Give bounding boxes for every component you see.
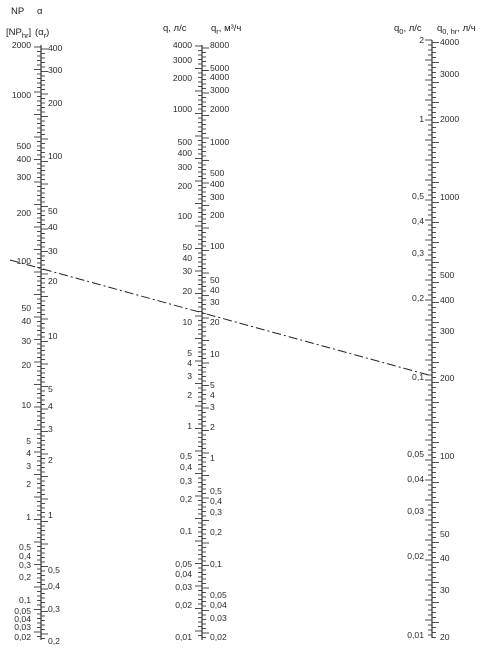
alpha-label: 3 — [48, 424, 53, 434]
np-label: 0,1 — [19, 595, 31, 605]
np-label: 0,2 — [19, 572, 31, 582]
q-label: 0,5 — [180, 451, 192, 461]
qr-label: 0,4 — [210, 496, 222, 506]
qr-label: 5000 — [210, 63, 230, 73]
q0-label: 0,2 — [412, 293, 424, 303]
alpha-label: 30 — [48, 246, 58, 256]
q0-label: 0,05 — [407, 449, 424, 459]
header-np: NP — [11, 6, 25, 17]
np-scale-labels — [12, 40, 31, 642]
q-label: 0,02 — [175, 600, 192, 610]
qr-label: 2 — [210, 422, 215, 432]
q-label: 0,2 — [180, 494, 192, 504]
alpha-label: 300 — [48, 65, 63, 75]
q-label: 3 — [187, 371, 192, 381]
qr-scale-labels — [210, 40, 229, 642]
qr-label: 8000 — [210, 40, 230, 50]
qr-label: 2000 — [210, 104, 230, 114]
q-label: 40 — [182, 253, 192, 263]
np-label: 40 — [21, 316, 31, 326]
qr-label: 20 — [210, 317, 220, 327]
qr-label: 0,5 — [210, 486, 222, 496]
qr-label: 300 — [210, 192, 225, 202]
np-label: 0,04 — [14, 614, 31, 624]
header-np-hr: $[NP_{hr}]$ — [6, 27, 32, 40]
q-label: 1 — [187, 421, 192, 431]
qr-label: 40 — [210, 285, 220, 295]
np-label: 0,02 — [14, 632, 31, 642]
header-alpha-r: $(\alpha_r)$ — [35, 27, 50, 40]
qr-label: 1000 — [210, 137, 230, 147]
q-label: 0,3 — [180, 476, 192, 486]
q0-label: 0,02 — [407, 551, 424, 561]
alpha-label: 100 — [48, 151, 63, 161]
q-label: 30 — [182, 266, 192, 276]
q0hr-label: 30 — [440, 585, 450, 595]
alpha-label: 5 — [48, 384, 53, 394]
np-label: 2000 — [11, 40, 31, 50]
q0-scale-labels — [407, 35, 424, 640]
alpha-label: 10 — [48, 331, 58, 341]
alpha-label: 40 — [48, 222, 58, 232]
header-q0: $q_0$, л/с — [394, 23, 422, 36]
qr-label: 100 — [210, 241, 225, 251]
header-q: q, л/с — [163, 23, 187, 34]
np-label: 0,3 — [19, 560, 31, 570]
np-label: 300 — [16, 172, 31, 182]
q-label: 0,01 — [175, 632, 192, 642]
q0-label: 0,01 — [407, 630, 424, 640]
qr-label: 200 — [210, 210, 225, 220]
np-label: 50 — [21, 303, 31, 313]
alpha-label: 2 — [48, 455, 53, 465]
scale-ticks — [34, 40, 439, 639]
alpha-label: 400 — [48, 43, 63, 53]
np-label: 4 — [26, 448, 31, 458]
q-label: 200 — [177, 181, 192, 191]
np-label: 1000 — [11, 90, 31, 100]
alpha-label: 200 — [48, 98, 63, 108]
alpha-label: 0,5 — [48, 565, 60, 575]
np-label: 400 — [16, 154, 31, 164]
q0-label: 2 — [419, 35, 424, 45]
qr-label: 0,04 — [210, 600, 227, 610]
qr-label: 3 — [210, 402, 215, 412]
q-label: 0,4 — [180, 462, 192, 472]
q-label: 2 — [187, 390, 192, 400]
q-label: 0,05 — [175, 559, 192, 569]
q-label: 2000 — [172, 73, 192, 83]
qr-label: 5 — [210, 380, 215, 390]
header-alpha: α — [37, 6, 43, 17]
np-label: 200 — [16, 208, 31, 218]
qr-label: 0,03 — [210, 613, 227, 623]
q-label: 0,03 — [175, 582, 192, 592]
qr-label: 0,05 — [210, 590, 227, 600]
header-qr: $q_r$, м³/ч — [211, 23, 242, 36]
q0hr-label: 40 — [440, 553, 450, 563]
q-label: 300 — [177, 162, 192, 172]
alpha-label: 0,2 — [48, 636, 60, 646]
q-scale-labels — [173, 40, 192, 642]
np-label: 100 — [16, 256, 31, 266]
q0hr-label: 50 — [440, 529, 450, 539]
q-label: 10 — [182, 317, 192, 327]
guide-line — [10, 260, 432, 376]
q0hr-label: 1000 — [440, 192, 460, 202]
q0hr-label: 100 — [440, 451, 455, 461]
alpha-label: 0,4 — [48, 581, 60, 591]
np-label: 3 — [26, 461, 31, 471]
q-label: 50 — [182, 242, 192, 252]
qr-label: 400 — [210, 179, 225, 189]
q0hr-label: 4000 — [440, 37, 460, 47]
q-label: 1000 — [172, 104, 192, 114]
np-label: 0,5 — [19, 542, 31, 552]
alpha-label: 1 — [48, 510, 53, 520]
np-label: 0,05 — [14, 606, 31, 616]
q0hr-label: 20 — [440, 632, 450, 642]
q0hr-label: 300 — [440, 326, 455, 336]
q0-label: 0,1 — [412, 372, 424, 382]
q-label: 4 — [187, 358, 192, 368]
q0-label: 0,4 — [412, 216, 424, 226]
qr-label: 3000 — [210, 85, 230, 95]
q0hr-scale-labels — [440, 37, 459, 642]
q0hr-label: 400 — [440, 295, 455, 305]
alpha-label: 4 — [48, 401, 53, 411]
q0-label: 1 — [419, 114, 424, 124]
q0-label: 0,04 — [407, 474, 424, 484]
column-headers — [6, 6, 476, 40]
qr-label: 4000 — [210, 72, 230, 82]
q0hr-label: 3000 — [440, 69, 460, 79]
qr-label: 50 — [210, 275, 220, 285]
alpha-label: 20 — [48, 276, 58, 286]
qr-label: 0,1 — [210, 559, 222, 569]
q0hr-label: 200 — [440, 373, 455, 383]
alpha-scale-labels — [48, 43, 63, 646]
qr-label: 0,02 — [210, 632, 227, 642]
q-label: 500 — [177, 137, 192, 147]
qr-label: 10 — [210, 349, 220, 359]
qr-label: 0,3 — [210, 507, 222, 517]
q0hr-label: 2000 — [440, 114, 460, 124]
q-label: 0,04 — [175, 569, 192, 579]
np-label: 1 — [26, 512, 31, 522]
q0-label: 0,3 — [412, 248, 424, 258]
qr-label: 0,2 — [210, 527, 222, 537]
q0-label: 0,5 — [412, 191, 424, 201]
q-label: 400 — [177, 148, 192, 158]
np-label: 0,4 — [19, 551, 31, 561]
q0-label: 0,03 — [407, 506, 424, 516]
q-label: 5 — [187, 348, 192, 358]
q-label: 100 — [177, 211, 192, 221]
q-label: 20 — [182, 286, 192, 296]
qr-label: 500 — [210, 168, 225, 178]
np-label: 30 — [21, 336, 31, 346]
qr-label: 1 — [210, 453, 215, 463]
qr-label: 4 — [210, 390, 215, 400]
np-label: 10 — [21, 400, 31, 410]
np-label: 2 — [26, 479, 31, 489]
qr-label: 30 — [210, 297, 220, 307]
alpha-label: 0,3 — [48, 604, 60, 614]
np-label: 20 — [21, 360, 31, 370]
q0hr-label: 500 — [440, 270, 455, 280]
q-label: 0,1 — [180, 526, 192, 536]
q-label: 3000 — [172, 55, 192, 65]
header-q0-hr: $q_{0, hr}$, л/ч — [437, 23, 476, 36]
q-label: 4000 — [172, 40, 192, 50]
np-label: 500 — [16, 141, 31, 151]
np-label: 5 — [26, 436, 31, 446]
alpha-label: 50 — [48, 206, 58, 216]
np-label: 0,03 — [14, 622, 31, 632]
